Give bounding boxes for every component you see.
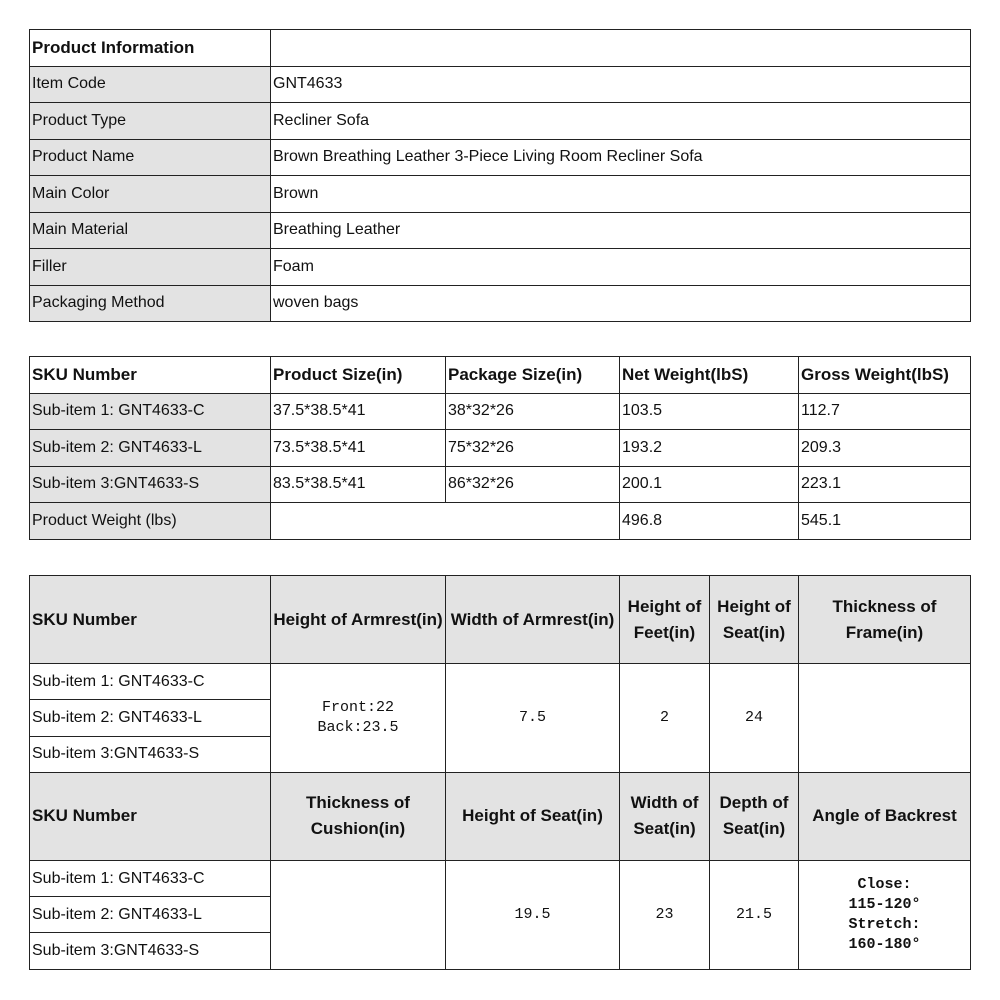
cushion-thickness-cell bbox=[271, 860, 446, 969]
total-gross-weight-cell: 545.1 bbox=[799, 503, 971, 540]
product-info-table bbox=[29, 29, 971, 322]
product-size-cell: 37.5*38.5*41 bbox=[271, 393, 446, 430]
column-header: Thickness of Frame(in) bbox=[799, 576, 971, 664]
table-row bbox=[30, 860, 971, 896]
seat-height-cell: 19.5 bbox=[446, 860, 620, 969]
net-weight-cell: 103.5 bbox=[620, 393, 799, 430]
column-header: Thickness of Cushion(in) bbox=[271, 772, 446, 860]
backrest-close-label: Close: bbox=[857, 875, 912, 893]
row-value: Brown Breathing Leather 3-Piece Living Room Recliner Sofa bbox=[271, 139, 971, 176]
seat-height-cell: 24 bbox=[710, 664, 799, 773]
column-header: SKU Number bbox=[30, 576, 271, 664]
column-header: Angle of Backrest bbox=[799, 772, 971, 860]
row-label: Packaging Method bbox=[30, 285, 271, 322]
row-label: Main Color bbox=[30, 176, 271, 213]
table-row bbox=[30, 249, 971, 286]
sku-cell: Sub-item 1: GNT4633-C bbox=[30, 393, 271, 430]
column-header: SKU Number bbox=[30, 772, 271, 860]
armrest-height-front: Front:22 bbox=[321, 698, 394, 716]
table-row bbox=[30, 66, 971, 103]
table-header-row bbox=[30, 357, 971, 394]
table-row bbox=[30, 285, 971, 322]
backrest-close-value: 115-120° bbox=[848, 895, 921, 913]
column-header: Product Size(in) bbox=[271, 357, 446, 394]
total-net-weight-cell: 496.8 bbox=[620, 503, 799, 540]
row-value: Brown bbox=[271, 176, 971, 213]
sku-cell: Sub-item 1: GNT4633-C bbox=[30, 860, 271, 896]
sku-cell: Sub-item 1: GNT4633-C bbox=[30, 664, 271, 700]
column-header: Gross Weight(lbS) bbox=[799, 357, 971, 394]
product-size-cell: 73.5*38.5*41 bbox=[271, 430, 446, 467]
sku-cell: Sub-item 3:GNT4633-S bbox=[30, 466, 271, 503]
column-header: Depth of Seat(in) bbox=[710, 772, 799, 860]
table-row bbox=[30, 103, 971, 140]
row-label: Item Code bbox=[30, 66, 271, 103]
column-header: Net Weight(lbS) bbox=[620, 357, 799, 394]
product-size-cell: 83.5*38.5*41 bbox=[271, 466, 446, 503]
row-value: GNT4633 bbox=[271, 66, 971, 103]
sku-size-weight-table bbox=[29, 356, 971, 540]
column-header: Height of Armrest(in) bbox=[271, 576, 446, 664]
sku-cell: Sub-item 2: GNT4633-L bbox=[30, 430, 271, 467]
table-header-row bbox=[30, 772, 971, 860]
table-row bbox=[30, 30, 971, 67]
empty-cell bbox=[271, 30, 971, 67]
gross-weight-cell: 112.7 bbox=[799, 393, 971, 430]
row-value: Breathing Leather bbox=[271, 212, 971, 249]
table-row bbox=[30, 393, 971, 430]
backrest-stretch-label: Stretch: bbox=[848, 915, 921, 933]
empty-cell bbox=[271, 503, 620, 540]
table-row bbox=[30, 430, 971, 467]
seat-width-cell: 23 bbox=[620, 860, 710, 969]
column-header: Height of Feet(in) bbox=[620, 576, 710, 664]
column-header: Width of Armrest(in) bbox=[446, 576, 620, 664]
column-header: Package Size(in) bbox=[446, 357, 620, 394]
backrest-angle-cell bbox=[799, 860, 971, 969]
armrest-height-cell bbox=[271, 664, 446, 773]
frame-thickness-cell bbox=[799, 664, 971, 773]
total-label-cell: Product Weight (lbs) bbox=[30, 503, 271, 540]
sku-cell: Sub-item 3:GNT4633-S bbox=[30, 933, 271, 969]
column-header: SKU Number bbox=[30, 357, 271, 394]
row-label: Product Name bbox=[30, 139, 271, 176]
package-size-cell: 86*32*26 bbox=[446, 466, 620, 503]
table-row bbox=[30, 503, 971, 540]
column-header: Height of Seat(in) bbox=[446, 772, 620, 860]
product-info-title: Product Information bbox=[30, 30, 271, 67]
table-header-row bbox=[30, 576, 971, 664]
sku-cell: Sub-item 2: GNT4633-L bbox=[30, 897, 271, 933]
row-label: Filler bbox=[30, 249, 271, 286]
table-row bbox=[30, 139, 971, 176]
column-header: Height of Seat(in) bbox=[710, 576, 799, 664]
package-size-cell: 38*32*26 bbox=[446, 393, 620, 430]
feet-height-cell: 2 bbox=[620, 664, 710, 773]
table-row bbox=[30, 176, 971, 213]
row-label: Main Material bbox=[30, 212, 271, 249]
row-value: woven bags bbox=[271, 285, 971, 322]
net-weight-cell: 200.1 bbox=[620, 466, 799, 503]
sku-cell: Sub-item 2: GNT4633-L bbox=[30, 700, 271, 736]
row-label: Product Type bbox=[30, 103, 271, 140]
gross-weight-cell: 223.1 bbox=[799, 466, 971, 503]
gross-weight-cell: 209.3 bbox=[799, 430, 971, 467]
table-row bbox=[30, 664, 971, 700]
column-header: Width of Seat(in) bbox=[620, 772, 710, 860]
table-row bbox=[30, 466, 971, 503]
row-value: Foam bbox=[271, 249, 971, 286]
row-value: Recliner Sofa bbox=[271, 103, 971, 140]
package-size-cell: 75*32*26 bbox=[446, 430, 620, 467]
armrest-width-cell: 7.5 bbox=[446, 664, 620, 773]
armrest-height-back: Back:23.5 bbox=[317, 718, 399, 736]
dimensions-table bbox=[29, 575, 971, 970]
table-row bbox=[30, 212, 971, 249]
backrest-stretch-value: 160-180° bbox=[848, 935, 921, 953]
seat-depth-cell: 21.5 bbox=[710, 860, 799, 969]
net-weight-cell: 193.2 bbox=[620, 430, 799, 467]
sku-cell: Sub-item 3:GNT4633-S bbox=[30, 736, 271, 772]
